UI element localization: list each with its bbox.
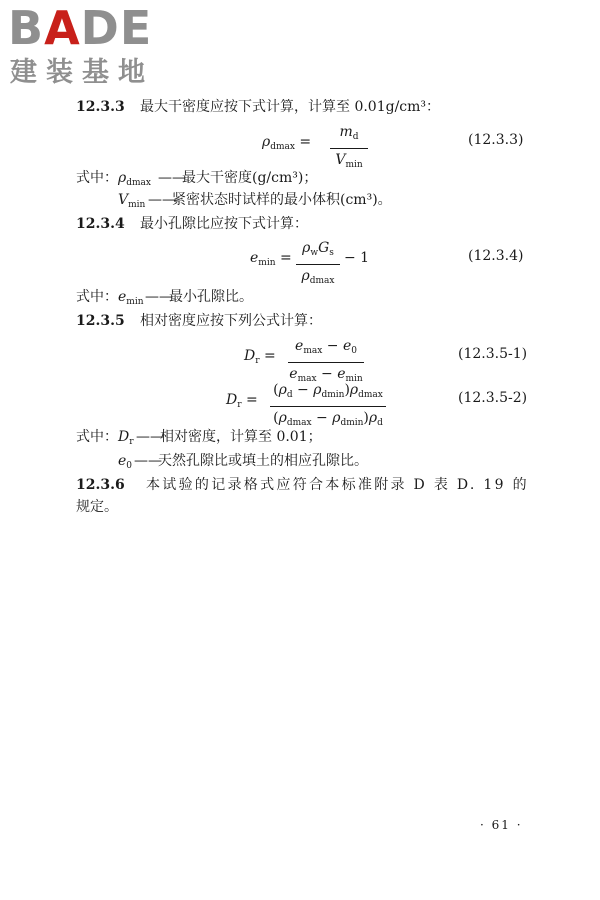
clause-number: 12.3.3: [76, 99, 125, 115]
equation-number: (12.3.5-1): [458, 346, 528, 362]
equation-lhs: $D_r$ =: [226, 392, 258, 410]
symbol-description: 天然孔隙比或填土的相应孔隙比。: [158, 453, 368, 469]
equation-number: (12.3.5-2): [458, 390, 528, 406]
symbol-e-0: $e_0$: [118, 453, 133, 471]
em-dash: ——: [136, 429, 164, 445]
bade-logo: [8, 1, 178, 92]
equation-12-3-4: [0, 236, 600, 286]
equation-fraction: $e_{max} - e_0$ $e_{max} - e_{min}$: [289, 338, 363, 384]
symbol-description: 最小孔隙比。: [169, 289, 253, 305]
equation-12-3-3: [0, 120, 600, 170]
symbol-e-min: $e_{min}$: [118, 289, 144, 307]
symbol-description: 最大干密度(g/cm³)；: [182, 170, 318, 186]
logo-chinese-text: 建装基地: [10, 57, 154, 88]
clause-text: 相对密度应按下列公式计算：: [140, 313, 322, 329]
em-dash: ——: [158, 170, 186, 186]
clause-number: 12.3.6: [76, 477, 125, 493]
equation-lhs: $D_r$ =: [244, 348, 276, 366]
clause-text: 最大干密度应按下式计算，计算至 0.01g/cm³：: [140, 99, 441, 115]
em-dash: ——: [148, 192, 176, 208]
equation-fraction: $m_d$ $V_{min}$: [330, 122, 368, 175]
equation-lhs: $e_{min}$ =: [250, 250, 292, 268]
symbol-rho-dmax: $\rho_{dmax}$: [118, 170, 151, 188]
symbol-description: 紧密状态时试样的最小体积(cm³)。: [172, 192, 392, 208]
equation-lhs: $\rho_{dmax}$ =: [262, 134, 312, 152]
equation-12-3-5-2: [0, 378, 600, 428]
where-prefix: 式中：: [76, 429, 118, 445]
logo-wordmark: BADE: [8, 1, 153, 55]
equation-minus-one: − 1: [344, 250, 370, 266]
page-number: · 61 ·: [480, 818, 523, 832]
equation-fraction: $\rho_wG_s$ $\rho_{dmax}$: [296, 238, 340, 291]
equation-number: (12.3.4): [468, 248, 524, 264]
clause-number: 12.3.4: [76, 216, 125, 232]
clause-number: 12.3.5: [76, 313, 125, 329]
clause-text: 本试验的记录格式应符合本标准附录 D 表 D. 19 的: [146, 477, 529, 493]
where-prefix: 式中：: [76, 289, 118, 305]
equation-12-3-5-1: [0, 334, 600, 384]
symbol-description: 相对密度，计算至 0.01；: [160, 429, 322, 445]
clause-text-continued: 规定。: [76, 499, 118, 515]
clause-text: 最小孔隙比应按下式计算：: [140, 216, 308, 232]
symbol-d-r: $D_r$: [118, 429, 134, 447]
em-dash: ——: [134, 453, 162, 469]
symbol-v-min: $V_{min}$: [118, 192, 146, 210]
equation-number: (12.3.3): [468, 132, 524, 148]
where-prefix: 式中：: [76, 170, 118, 186]
em-dash: ——: [145, 289, 173, 305]
equation-fraction: $(\rho_d - \rho_{dmin})\rho_{dmax}$ $(\rho_{dmax} - \rho_{dmin})\rho_d$: [270, 380, 386, 433]
